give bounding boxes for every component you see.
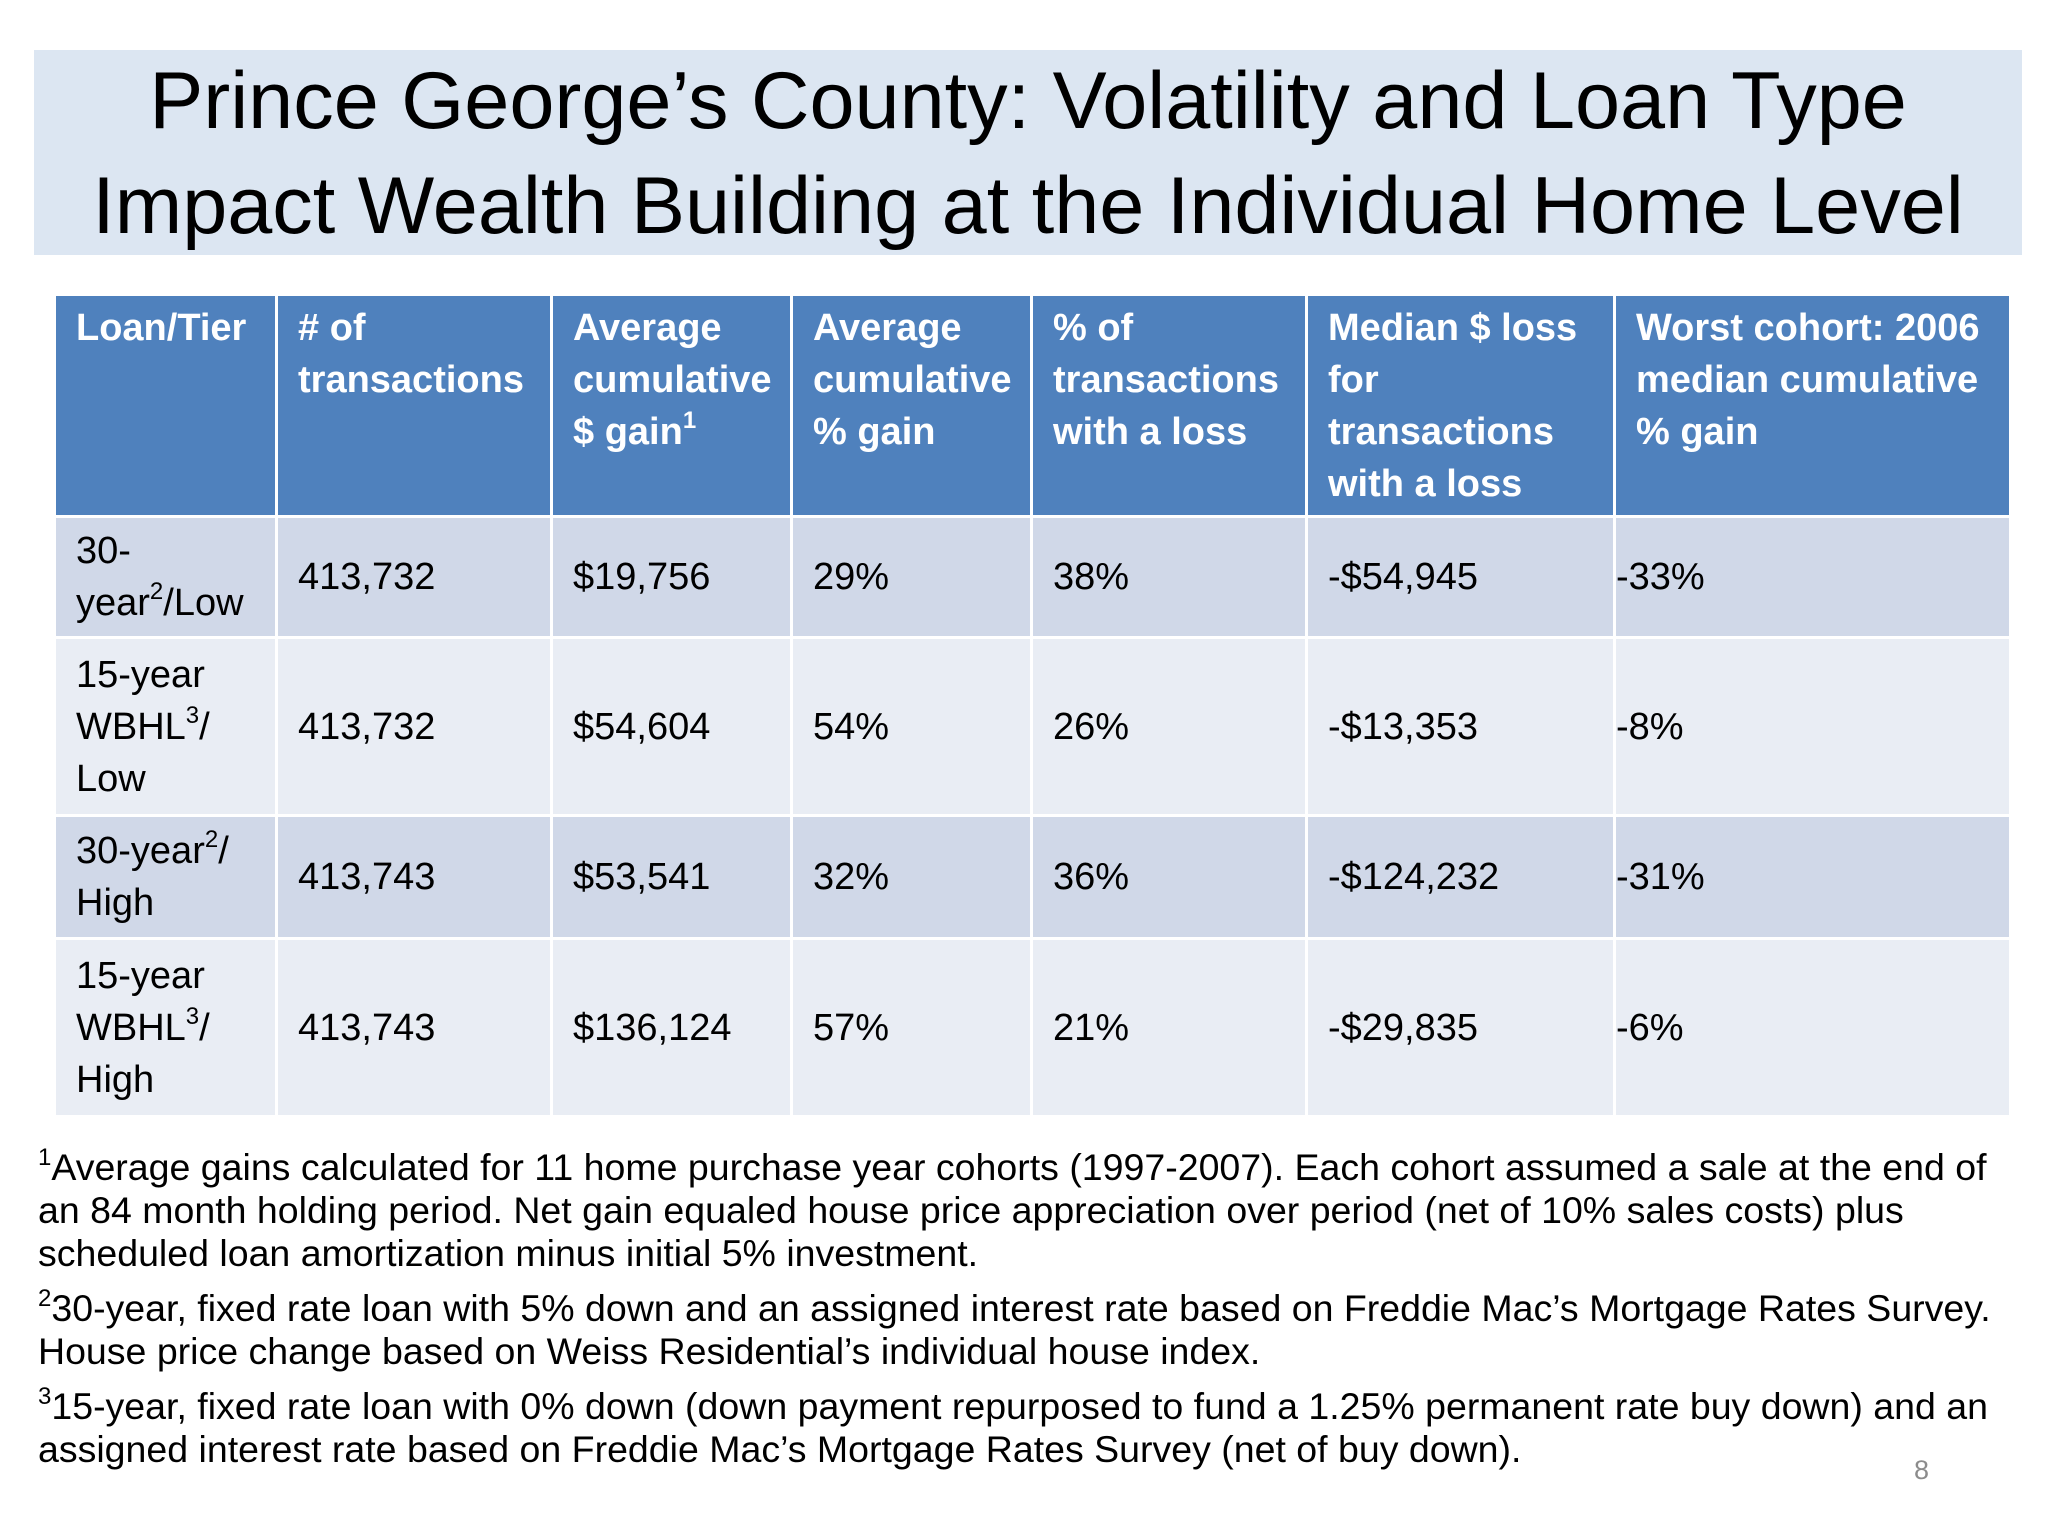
- footnote-1: $^1$Average gains calculated for 11 home purchase year cohorts (1997-2007). Each cohort assumed a sale at the end of an 84 month holding period. Net gain equaled house price appreciation over period (net of 10% sales costs) plus scheduled loan amortization minus initial 5% investment.: [38, 1143, 1987, 1274]
- cell-avg-pct-gain: 29%: [792, 517, 1032, 638]
- cell-avg-pct-gain: 57%: [792, 939, 1032, 1117]
- cell-worst-cohort: -33%: [1615, 517, 2011, 638]
- header-worst-cohort: Worst cohort: 2006 median cumulative % gain: [1615, 295, 2011, 517]
- header-avg-pct-gain: Average cumulative % gain: [792, 295, 1032, 517]
- cell-pct-loss: 36%: [1032, 816, 1307, 939]
- footnotes: [38, 1143, 2028, 1483]
- cell-worst-cohort: -6%: [1615, 939, 2011, 1117]
- header-avg-dollar-gain: Average cumulative $ gain$^1$: [552, 295, 792, 517]
- cell-median-loss: -$124,232: [1307, 816, 1615, 939]
- cell-median-loss: -$29,835: [1307, 939, 1615, 1117]
- table-row: [55, 517, 2011, 638]
- footnote-2: $^2$30-year, fixed rate loan with 5% down and an assigned interest rate based on Freddie Mac’s Mortgage Rates Survey. House price change based on Weiss Residential’s individual house index.: [38, 1284, 1991, 1372]
- cell-median-loss: -$54,945: [1307, 517, 1615, 638]
- title-line-2: Impact Wealth Building at the Individual Home Level: [92, 161, 1964, 251]
- cell-avg-pct-gain: 54%: [792, 638, 1032, 816]
- cell-avg-dollar-gain: $54,604: [552, 638, 792, 816]
- cell-worst-cohort: -8%: [1615, 638, 2011, 816]
- cell-transactions: 413,743: [277, 816, 552, 939]
- cell-tier: 30-year$^2$/ High: [55, 816, 277, 939]
- footnote-3: $^3$15-year, fixed rate loan with 0% down (down payment repurposed to fund a 1.25% permanent rate buy down) and an assigned interest rate based on Freddie Mac’s Mortgage Rates Survey (net of buy down).: [38, 1382, 1988, 1470]
- title-line-1: Prince George’s County: Volatility and Loan Type: [149, 56, 1907, 146]
- cell-transactions: 413,743: [277, 939, 552, 1117]
- cell-pct-loss: 21%: [1032, 939, 1307, 1117]
- header-loan-tier: Loan/Tier: [55, 295, 277, 517]
- header-median-loss: Median $ loss for transactions with a loss: [1307, 295, 1615, 517]
- cell-avg-dollar-gain: $53,541: [552, 816, 792, 939]
- cell-tier: 15-year WBHL$^3$/ High: [55, 939, 277, 1117]
- cell-avg-dollar-gain: $19,756: [552, 517, 792, 638]
- cell-pct-loss: 26%: [1032, 638, 1307, 816]
- cell-tier: 30- year$^2$/Low: [55, 517, 277, 638]
- cell-avg-pct-gain: 32%: [792, 816, 1032, 939]
- table-row: [55, 816, 2011, 939]
- header-transactions: # of transactions: [277, 295, 552, 517]
- title-banner: [34, 50, 2022, 255]
- cell-worst-cohort: -31%: [1615, 816, 2011, 939]
- table-row: [55, 638, 2011, 816]
- cell-transactions: 413,732: [277, 517, 552, 638]
- cell-pct-loss: 38%: [1032, 517, 1307, 638]
- page-number: 8: [1914, 1455, 1930, 1485]
- table-row: [55, 939, 2011, 1117]
- table-header-row: [55, 295, 2011, 517]
- loan-tier-table: [53, 293, 2012, 1118]
- cell-tier: 15-year WBHL$^3$/ Low: [55, 638, 277, 816]
- header-pct-loss: % of transactions with a loss: [1032, 295, 1307, 517]
- cell-transactions: 413,732: [277, 638, 552, 816]
- cell-avg-dollar-gain: $136,124: [552, 939, 792, 1117]
- cell-median-loss: -$13,353: [1307, 638, 1615, 816]
